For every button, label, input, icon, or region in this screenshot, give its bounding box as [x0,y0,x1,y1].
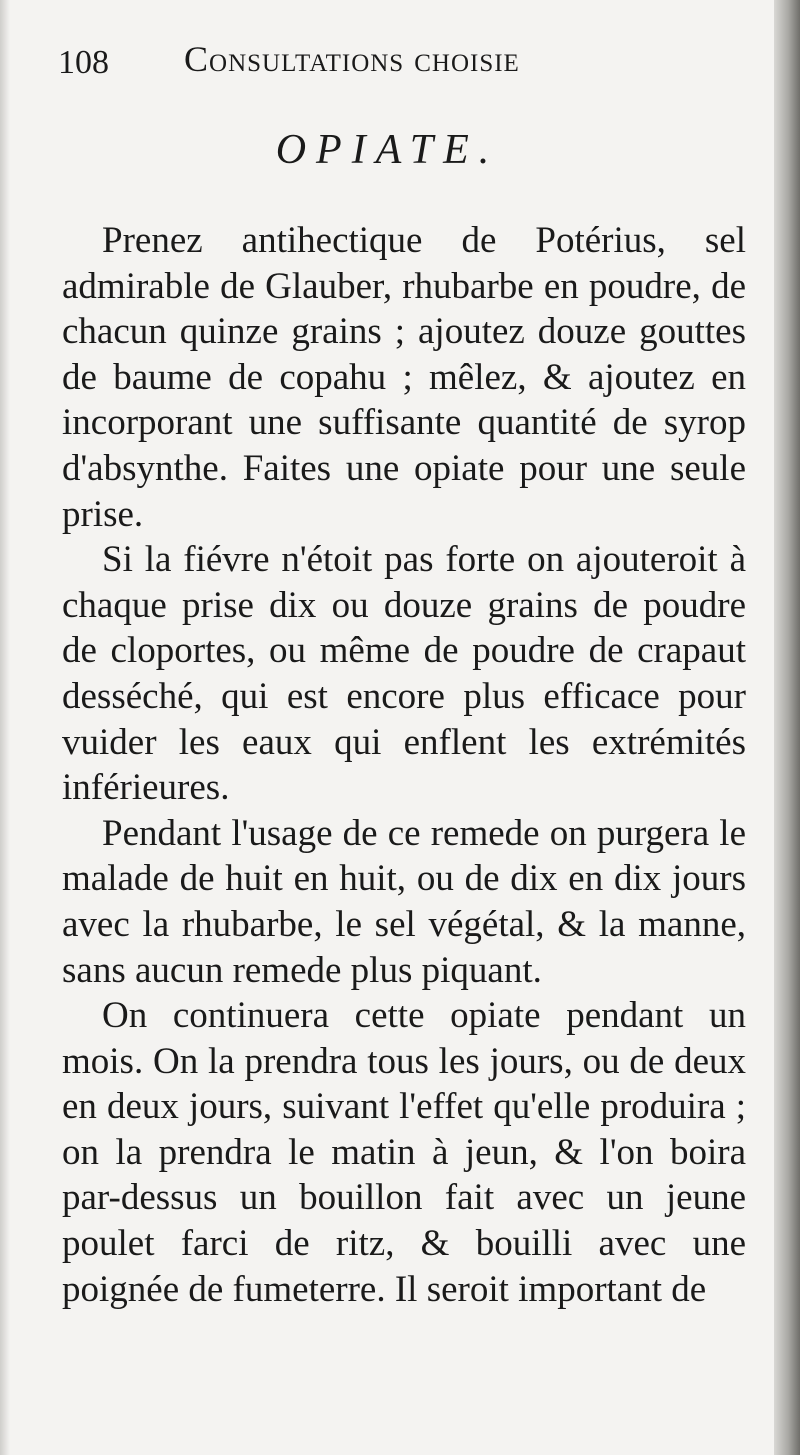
running-header [58,38,758,98]
page-edge-shadow [774,0,800,1455]
paragraph: Pendant l'usage de ce remede on purgera le malade de huit en huit, ou de dix en dix jours avec la rhubarbe, le sel végétal, & la manne, sans aucun remede plus piquant. [62,812,746,991]
page-gutter-shadow [0,0,10,1455]
paragraph: On continuera cette opiate pendant un mois. On la prendra tous les jours, ou de deux en deux jours, suivant l'effet qu'elle produira ; on la prendra le matin à jeun, & l'on boira par-dessus un bouillon fait avec un jeune poulet farci de ritz, & bouilli avec une poignée de fumeterre. Il seroit important de [62,995,746,1310]
paragraph: Prenez antihectique de Potérius, sel admirable de Glauber, rhubarbe en poudre, de chacun quinze grains ; ajoutez douze gouttes de baume de copahu ; mêlez, & ajoutez en incorporant une suffisante quantité de syrop d'absynthe. Faites une opiate pour une seule prise. [62,220,746,535]
section-title: OPIATE. [275,127,500,173]
page-number: 108 [58,44,109,81]
running-title: Consultations choisie [184,39,520,79]
body-text [62,218,746,1312]
paragraph: Si la fiévre n'étoit pas forte on ajouteroit à chaque prise dix ou douze grains de poudre de cloportes, ou même de poudre de crapaut desséché, qui est encore plus efficace pour vuider les eaux qui enflent les extrémités inférieures. [62,539,746,809]
